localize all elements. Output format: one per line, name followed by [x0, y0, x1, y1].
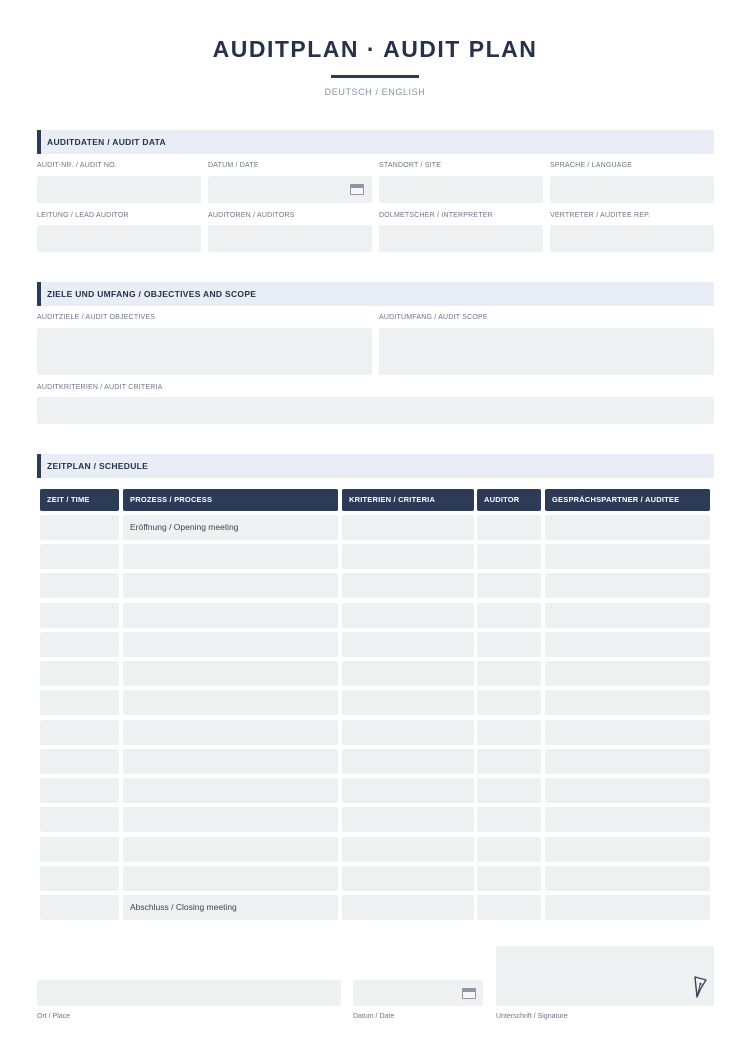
auditee-rep-label: VERTRETER / AUDITEE REP.	[550, 212, 651, 219]
criteria-cell[interactable]	[342, 807, 474, 832]
time-cell[interactable]	[40, 720, 119, 745]
signature-label: Unterschrift / Signature	[496, 1013, 568, 1020]
process-cell[interactable]	[123, 544, 338, 569]
time-cell[interactable]	[40, 573, 119, 598]
section-heading-schedule: ZEITPLAN / SCHEDULE	[37, 454, 714, 478]
place-field[interactable]	[37, 980, 341, 1006]
auditors-field[interactable]	[208, 225, 372, 252]
process-cell[interactable]: Abschluss / Closing meeting	[123, 895, 338, 920]
time-cell[interactable]	[40, 778, 119, 803]
auditee-cell[interactable]	[545, 720, 710, 745]
language-field[interactable]	[550, 176, 714, 203]
title-underline	[331, 75, 419, 78]
process-cell[interactable]	[123, 807, 338, 832]
auditee-cell[interactable]	[545, 515, 710, 540]
auditor-cell[interactable]	[477, 661, 541, 686]
criteria-cell[interactable]	[342, 544, 474, 569]
auditors-label: AUDITOREN / AUDITORS	[208, 212, 295, 219]
language-label: SPRACHE / LANGUAGE	[550, 162, 633, 169]
calendar-icon[interactable]	[462, 988, 476, 999]
site-label: STANDORT / SITE	[379, 162, 442, 169]
place-label: Ort / Place	[37, 1013, 71, 1020]
process-cell[interactable]	[123, 749, 338, 774]
criteria-cell[interactable]	[342, 515, 474, 540]
time-cell[interactable]	[40, 690, 119, 715]
lead-auditor-label: LEITUNG / LEAD AUDITOR	[37, 212, 129, 219]
footer-date-label: Datum / Date	[353, 1013, 395, 1020]
audit-no-label: AUDIT-NR. / AUDIT NO.	[37, 162, 117, 169]
criteria-cell[interactable]	[342, 603, 474, 628]
auditor-cell[interactable]	[477, 515, 541, 540]
column-header-auditor: AUDITOR	[477, 489, 541, 511]
auditor-cell[interactable]	[477, 778, 541, 803]
criteria-cell[interactable]	[342, 895, 474, 920]
time-cell[interactable]	[40, 895, 119, 920]
criteria-cell[interactable]	[342, 573, 474, 598]
auditee-cell[interactable]	[545, 544, 710, 569]
process-cell[interactable]	[123, 573, 338, 598]
auditee-cell[interactable]	[545, 895, 710, 920]
auditor-cell[interactable]	[477, 749, 541, 774]
criteria-cell[interactable]	[342, 837, 474, 862]
auditor-cell[interactable]	[477, 632, 541, 657]
column-header-criteria: KRITERIEN / CRITERIA	[342, 489, 474, 511]
column-header-auditee: GESPRÄCHSPARTNER / AUDITEE	[545, 489, 710, 511]
time-cell[interactable]	[40, 632, 119, 657]
auditee-rep-field[interactable]	[550, 225, 714, 252]
interpreter-label: DOLMETSCHER / INTERPRETER	[379, 212, 493, 219]
calendar-icon[interactable]	[350, 184, 364, 195]
auditor-cell[interactable]	[477, 544, 541, 569]
process-cell[interactable]	[123, 778, 338, 803]
signature-field[interactable]	[496, 946, 714, 1006]
time-cell[interactable]	[40, 661, 119, 686]
section-heading-audit-data: AUDITDATEN / AUDIT DATA	[37, 130, 714, 154]
pen-nib-icon	[692, 975, 708, 999]
time-cell[interactable]	[40, 866, 119, 891]
process-cell[interactable]	[123, 632, 338, 657]
criteria-cell[interactable]	[342, 749, 474, 774]
scope-field[interactable]	[379, 328, 714, 375]
date-field[interactable]	[208, 176, 372, 203]
site-field[interactable]	[379, 176, 543, 203]
time-cell[interactable]	[40, 544, 119, 569]
objectives-label: AUDITZIELE / AUDIT OBJECTIVES	[37, 314, 156, 321]
process-cell[interactable]	[123, 720, 338, 745]
auditor-cell[interactable]	[477, 837, 541, 862]
criteria-cell[interactable]	[342, 720, 474, 745]
time-cell[interactable]	[40, 515, 119, 540]
page-subtitle: DEUTSCH / ENGLISH	[324, 87, 426, 97]
time-cell[interactable]	[40, 749, 119, 774]
auditee-cell[interactable]	[545, 807, 710, 832]
auditor-cell[interactable]	[477, 807, 541, 832]
criteria-cell[interactable]	[342, 690, 474, 715]
interpreter-field[interactable]	[379, 225, 543, 252]
auditee-cell[interactable]	[545, 749, 710, 774]
criteria-cell[interactable]	[342, 778, 474, 803]
objectives-field[interactable]	[37, 328, 372, 375]
date-label: DATUM / DATE	[208, 162, 259, 169]
time-cell[interactable]	[40, 837, 119, 862]
process-cell[interactable]	[123, 661, 338, 686]
criteria-cell[interactable]	[342, 866, 474, 891]
process-cell[interactable]	[123, 837, 338, 862]
section-heading-objectives: ZIELE UND UMFANG / OBJECTIVES AND SCOPE	[37, 282, 714, 306]
audit-no-field[interactable]	[37, 176, 201, 203]
auditee-cell[interactable]	[545, 661, 710, 686]
auditee-cell[interactable]	[545, 690, 710, 715]
scope-label: AUDITUMFANG / AUDIT SCOPE	[379, 314, 488, 321]
lead-auditor-field[interactable]	[37, 225, 201, 252]
auditor-cell[interactable]	[477, 866, 541, 891]
auditee-cell[interactable]	[545, 573, 710, 598]
auditor-cell[interactable]	[477, 603, 541, 628]
auditor-cell[interactable]	[477, 895, 541, 920]
auditor-cell[interactable]	[477, 573, 541, 598]
criteria-cell[interactable]	[342, 632, 474, 657]
auditor-cell[interactable]	[477, 720, 541, 745]
process-cell[interactable]: Eröffnung / Opening meeting	[123, 515, 338, 540]
auditee-cell[interactable]	[545, 837, 710, 862]
process-cell[interactable]	[123, 603, 338, 628]
criteria-label: AUDITKRITERIEN / AUDIT CRITERIA	[37, 384, 163, 391]
criteria-cell[interactable]	[342, 661, 474, 686]
time-cell[interactable]	[40, 807, 119, 832]
column-header-process: PROZESS / PROCESS	[123, 489, 338, 511]
column-header-time: ZEIT / TIME	[40, 489, 119, 511]
auditee-cell[interactable]	[545, 866, 710, 891]
process-cell[interactable]	[123, 866, 338, 891]
process-cell[interactable]	[123, 690, 338, 715]
footer-date-field[interactable]	[353, 980, 483, 1006]
time-cell[interactable]	[40, 603, 119, 628]
auditee-cell[interactable]	[545, 778, 710, 803]
auditor-cell[interactable]	[477, 690, 541, 715]
auditee-cell[interactable]	[545, 632, 710, 657]
auditee-cell[interactable]	[545, 603, 710, 628]
criteria-field[interactable]	[37, 397, 714, 424]
page-title: AUDITPLAN · AUDIT PLAN	[212, 36, 538, 62]
